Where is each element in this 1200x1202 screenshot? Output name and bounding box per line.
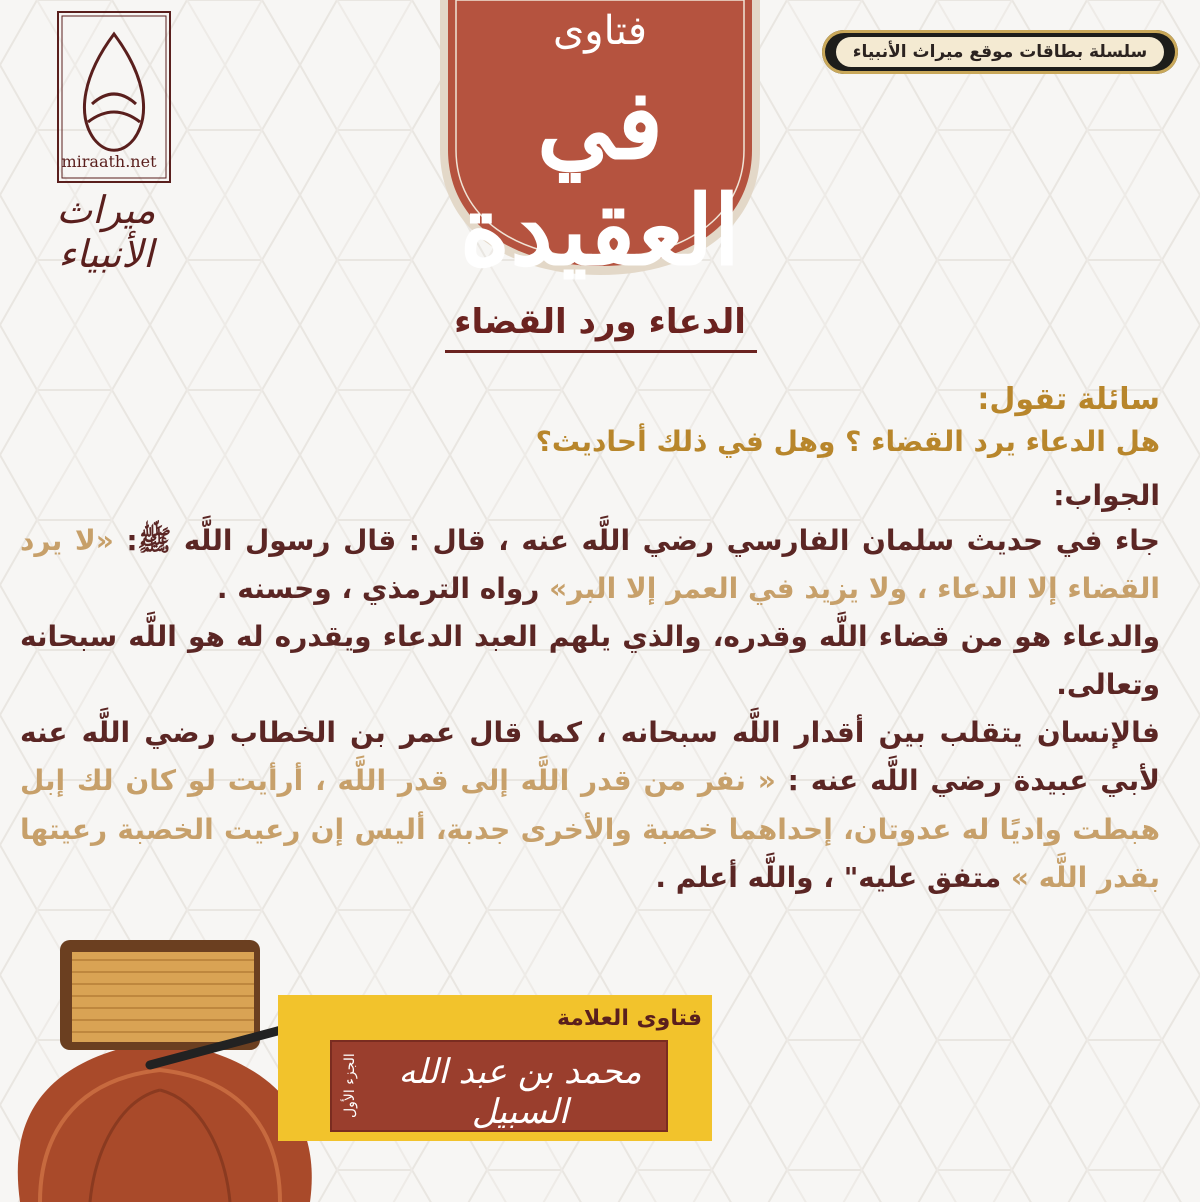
logo-name: ميراث الأنبياء xyxy=(56,188,156,276)
answer-text: جاء في حديث سلمان الفارسي رضي اللَّه عنه ، قال : قال رسول اللَّه ﷺ: xyxy=(113,523,1160,557)
answer-paragraph-2: والدعاء هو من قضاء اللَّه وقدره، والذي يلهم العبد الدعاء ويقدره له هو اللَّه سبحانه وتعالى. xyxy=(20,620,1160,702)
question-text: هل الدعاء يرد القضاء ؟ وهل في ذلك أحاديث؟ xyxy=(535,424,1160,458)
question-label: سائلة تقول: xyxy=(977,382,1160,417)
hadith-quote: «لا يرد القضاء إلا الدعاء ، ولا يزيد في العمر إلا البر» xyxy=(20,523,1160,605)
answer-paragraph-1 xyxy=(20,517,1160,613)
series-banner-text: سلسلة بطاقات موقع ميراث الأنبياء xyxy=(836,37,1164,67)
author-label: فتاوى العلامة xyxy=(556,1006,702,1031)
logo-site-url: miraath.net xyxy=(61,152,157,171)
shield-title: في العقيدة xyxy=(459,68,741,287)
volume-label: الجزء الأول xyxy=(342,1053,358,1119)
series-banner xyxy=(822,30,1178,74)
answer-text: متفق عليه" ، واللَّه أعلم . xyxy=(655,860,1011,894)
title-underline xyxy=(445,350,757,353)
answer-paragraph-3 xyxy=(20,709,1160,902)
athar-quote: « نفر من قدر اللَّه إلى قدر اللَّه ، أرأيت لو كان لك إبل هبطت واديًا له عدوتان، إحداهما خصبة والأخرى جدبة، أليس إن رعيت الخصبة رعيتها بقدر اللَّه » xyxy=(20,764,1160,894)
shield-subtitle: فتاوى xyxy=(552,8,647,54)
answer-text: رواه الترمذي ، وحسنه . xyxy=(216,571,550,605)
author-name: محمد بن عبد الله السبيل xyxy=(398,1052,642,1132)
page-title: الدعاء ورد القضاء xyxy=(454,302,746,342)
fatwa-content xyxy=(20,378,1160,902)
answer-text: فالإنسان يتقلب بين أقدار اللَّه سبحانه ، كما قال عمر بن الخطاب رضي اللَّه عنه لأبي عبيدة رضي اللَّه عنه : xyxy=(20,716,1160,798)
answer-label: الجواب: xyxy=(1053,479,1160,513)
